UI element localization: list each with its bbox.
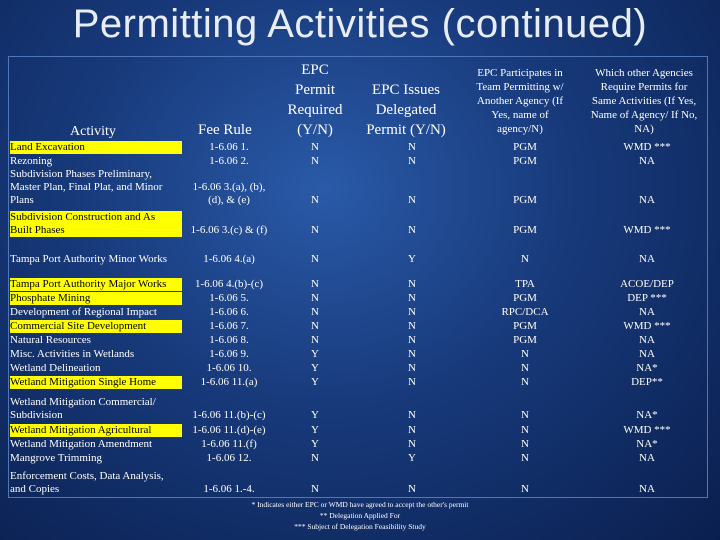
activity-cell bbox=[10, 424, 182, 437]
epc-participates-cell bbox=[466, 141, 584, 154]
epc-permit-cell-line bbox=[278, 211, 352, 224]
epc-delegated-cell-line: Y bbox=[408, 452, 416, 464]
activity-cell-line: Commercial Site Development bbox=[10, 320, 182, 333]
epc-participates-cell bbox=[466, 348, 584, 361]
epc-participates-cell-line bbox=[466, 211, 584, 224]
other-agencies-cell-line bbox=[586, 168, 708, 181]
fee-rule-cell bbox=[188, 396, 270, 422]
epc-participates-cell-line: N bbox=[521, 253, 529, 265]
epc-delegated-cell-line: N bbox=[408, 278, 416, 290]
fee-rule-cell bbox=[188, 376, 270, 389]
fee-rule-cell-line: 1-6.06 10. bbox=[206, 362, 252, 374]
epc-permit-cell-line bbox=[278, 470, 352, 483]
epc-participates-cell-line: N bbox=[521, 483, 529, 495]
fee-rule-cell bbox=[188, 141, 270, 154]
fee-rule-cell-line: 1-6.06 11.(a) bbox=[200, 376, 258, 388]
epc-participates-cell bbox=[466, 424, 584, 437]
epc-delegated-cell bbox=[362, 278, 462, 291]
epc-permit-cell-line: N bbox=[311, 278, 319, 290]
fee-rule-cell bbox=[188, 424, 270, 437]
table-row bbox=[10, 292, 708, 305]
epc-delegated-cell bbox=[362, 348, 462, 361]
epc-permit-cell bbox=[278, 253, 352, 266]
table-row bbox=[10, 396, 708, 422]
other-agencies-cell bbox=[586, 362, 708, 375]
epc-permit-cell bbox=[278, 424, 352, 437]
fee-rule-cell bbox=[188, 211, 270, 237]
epc-participates-cell-line: N bbox=[521, 409, 529, 421]
epc-delegated-cell-line: N bbox=[408, 483, 416, 495]
epc-permit-cell-line: N bbox=[311, 306, 319, 318]
footnote-line: * Indicates either EPC or WMD have agreed to accept the other's permit bbox=[251, 500, 469, 509]
activity-cell-line: Wetland Mitigation Commercial/ bbox=[10, 396, 156, 408]
other-agencies-cell bbox=[586, 320, 708, 333]
other-agencies-cell-line: NA* bbox=[636, 438, 658, 450]
epc-delegated-cell-line: N bbox=[408, 438, 416, 450]
epc-participates-cell-line: N bbox=[521, 424, 529, 436]
epc-participates-cell-line: N bbox=[521, 452, 529, 464]
fee-rule-cell bbox=[188, 278, 270, 291]
other-agencies-cell-line: DEP *** bbox=[627, 292, 667, 304]
other-agencies-cell-line: ACOE/DEP bbox=[620, 278, 674, 290]
activity-cell-line: Misc. Activities in Wetlands bbox=[10, 348, 135, 360]
activity-cell bbox=[10, 348, 182, 361]
epc-permit-cell bbox=[278, 376, 352, 389]
epc-delegated-cell bbox=[362, 424, 462, 437]
activity-cell-line: Built Phases bbox=[10, 224, 182, 237]
epc-permit-cell-line: N bbox=[311, 452, 319, 464]
fee-rule-cell-line bbox=[188, 470, 270, 483]
epc-participates-cell bbox=[466, 470, 584, 496]
epc-delegated-cell-line: N bbox=[408, 409, 416, 421]
other-agencies-cell-line: WMD *** bbox=[623, 424, 671, 436]
epc-participates-cell-line: PGM bbox=[513, 141, 537, 153]
epc-delegated-cell-line: Y bbox=[408, 253, 416, 265]
table-row bbox=[10, 362, 708, 375]
table-row bbox=[10, 334, 708, 347]
fee-rule-cell-line: 1-6.06 7. bbox=[209, 320, 249, 332]
activity-cell bbox=[10, 396, 182, 422]
header-fee-rule: Fee Rule bbox=[198, 122, 252, 138]
epc-participates-cell-line: PGM bbox=[513, 292, 537, 304]
epc-participates-cell-line: N bbox=[521, 376, 529, 388]
epc-delegated-cell-line: N bbox=[408, 292, 416, 304]
epc-permit-cell bbox=[278, 452, 352, 465]
epc-delegated-cell bbox=[362, 362, 462, 375]
other-agencies-cell-line: NA bbox=[639, 253, 655, 265]
fee-rule-cell-line: 1-6.06 4.(a) bbox=[203, 253, 255, 265]
epc-permit-cell bbox=[278, 292, 352, 305]
fee-rule-cell-line bbox=[188, 168, 270, 181]
fee-rule-cell bbox=[188, 452, 270, 465]
fee-rule-cell bbox=[188, 306, 270, 319]
epc-participates-cell bbox=[466, 362, 584, 375]
epc-permit-cell-line: Y bbox=[311, 409, 319, 421]
epc-permit-cell-line: N bbox=[311, 292, 319, 304]
fee-rule-cell-line: 1-6.06 4.(b)-(c) bbox=[194, 278, 264, 290]
table-row bbox=[10, 438, 708, 451]
epc-permit-cell-line: N bbox=[311, 334, 319, 346]
other-agencies-cell bbox=[586, 452, 708, 465]
table-row bbox=[10, 348, 708, 361]
other-agencies-cell bbox=[586, 438, 708, 451]
epc-participates-cell-line: PGM bbox=[513, 194, 537, 206]
fee-rule-cell-line: 1-6.06 6. bbox=[209, 306, 249, 318]
fee-rule-cell bbox=[188, 470, 270, 496]
activity-cell-line: Wetland Delineation bbox=[10, 362, 101, 374]
epc-delegated-cell-line: N bbox=[408, 306, 416, 318]
other-agencies-cell bbox=[586, 376, 708, 389]
other-agencies-cell-line: NA bbox=[639, 334, 655, 346]
epc-participates-cell bbox=[466, 376, 584, 389]
activity-cell-line: Rezoning bbox=[10, 155, 53, 167]
fee-rule-cell-line bbox=[188, 396, 270, 409]
epc-permit-cell bbox=[278, 320, 352, 333]
fee-rule-cell-line bbox=[188, 211, 270, 224]
fee-rule-cell-line: 1-6.06 8. bbox=[209, 334, 249, 346]
epc-permit-cell bbox=[278, 211, 352, 237]
epc-delegated-cell-line bbox=[362, 396, 462, 409]
activity-cell bbox=[10, 253, 182, 266]
activity-cell bbox=[10, 306, 182, 319]
epc-participates-cell bbox=[466, 452, 584, 465]
epc-delegated-cell bbox=[362, 306, 462, 319]
epc-participates-cell bbox=[466, 278, 584, 291]
activity-cell bbox=[10, 438, 182, 451]
activity-cell bbox=[10, 292, 182, 305]
fee-rule-cell-line: 1-6.06 12. bbox=[206, 452, 252, 464]
slide-title: Permitting Activities (continued) bbox=[72, 2, 648, 46]
epc-participates-cell bbox=[466, 438, 584, 451]
activity-cell-line: Mangrove Trimming bbox=[10, 452, 102, 464]
epc-delegated-cell-line: N bbox=[408, 224, 416, 236]
epc-delegated-cell-line: N bbox=[408, 320, 416, 332]
epc-delegated-cell bbox=[362, 334, 462, 347]
epc-permit-cell-line bbox=[278, 181, 352, 194]
epc-delegated-cell bbox=[362, 141, 462, 154]
fee-rule-cell-line: 1-6.06 9. bbox=[209, 348, 249, 360]
activity-cell bbox=[10, 362, 182, 375]
fee-rule-cell-line: (d), & (e) bbox=[208, 194, 250, 206]
epc-participates-cell-line: RPC/DCA bbox=[501, 306, 549, 318]
epc-permit-cell-line: N bbox=[311, 155, 319, 167]
epc-permit-cell bbox=[278, 155, 352, 207]
other-agencies-cell-line bbox=[586, 181, 708, 194]
epc-participates-cell-line: N bbox=[521, 362, 529, 374]
header-activity: Activity bbox=[70, 124, 116, 139]
activity-cell bbox=[10, 320, 182, 333]
epc-participates-cell bbox=[466, 396, 584, 422]
epc-delegated-cell bbox=[362, 292, 462, 305]
header-other-agencies: Which other Agencies Require Permits for Same Activities (If Yes, Name of Agency/ If No, NA) bbox=[590, 67, 698, 135]
epc-participates-cell-line bbox=[466, 470, 584, 483]
epc-delegated-cell-line: N bbox=[408, 348, 416, 360]
activity-cell-line: Enforcement Costs, Data Analysis, bbox=[10, 470, 164, 482]
table-row bbox=[10, 452, 708, 465]
table-row bbox=[10, 320, 708, 333]
activity-cell bbox=[10, 278, 182, 291]
fee-rule-cell-line: 1-6.06 5. bbox=[209, 292, 249, 304]
epc-permit-cell-line: N bbox=[311, 253, 319, 265]
epc-participates-cell-line: PGM bbox=[513, 155, 537, 167]
table-row bbox=[10, 306, 708, 319]
activity-cell bbox=[10, 211, 182, 237]
activity-cell-line: Plans bbox=[10, 194, 34, 206]
epc-permit-cell-line: N bbox=[311, 141, 319, 153]
fee-rule-cell bbox=[188, 320, 270, 333]
table-row bbox=[10, 141, 708, 154]
epc-participates-cell bbox=[466, 334, 584, 347]
epc-participates-cell-line: N bbox=[521, 348, 529, 360]
activity-cell-line: Subdivision Phases Preliminary, bbox=[10, 168, 152, 180]
epc-participates-cell bbox=[466, 320, 584, 333]
epc-participates-cell bbox=[466, 155, 584, 207]
table-row bbox=[10, 424, 708, 437]
epc-permit-cell bbox=[278, 438, 352, 451]
activity-cell-line: Wetland Mitigation Agricultural bbox=[10, 424, 182, 437]
epc-permit-cell-line bbox=[278, 168, 352, 181]
fee-rule-cell-line: 1-6.06 11.(d)-(e) bbox=[192, 424, 266, 436]
epc-permit-cell-line: Y bbox=[311, 438, 319, 450]
epc-participates-cell-line: PGM bbox=[513, 334, 537, 346]
activity-cell-line: Tampa Port Authority Minor Works bbox=[10, 253, 168, 265]
epc-participates-cell-line: TPA bbox=[515, 278, 535, 290]
epc-permit-cell bbox=[278, 470, 352, 496]
epc-delegated-cell bbox=[362, 155, 462, 207]
epc-delegated-cell-line: N bbox=[408, 362, 416, 374]
fee-rule-cell bbox=[188, 292, 270, 305]
other-agencies-cell bbox=[586, 396, 708, 422]
other-agencies-cell-line: NA* bbox=[636, 362, 658, 374]
other-agencies-cell-line: NA bbox=[639, 194, 655, 206]
fee-rule-cell-line: 1-6.06 1. bbox=[209, 141, 249, 153]
activity-cell-line: Land Excavation bbox=[10, 141, 182, 154]
epc-delegated-cell-line: N bbox=[408, 424, 416, 436]
fee-rule-cell bbox=[188, 438, 270, 451]
activity-cell-line: Master Plan, Final Plat, and Minor bbox=[10, 181, 163, 193]
other-agencies-cell bbox=[586, 141, 708, 154]
other-agencies-cell-line: NA bbox=[639, 452, 655, 464]
table-row bbox=[10, 253, 708, 266]
fee-rule-cell bbox=[188, 253, 270, 266]
activity-cell-line: Wetland Mitigation Amendment bbox=[10, 438, 153, 450]
epc-permit-cell-line bbox=[278, 396, 352, 409]
other-agencies-cell-line: NA bbox=[639, 348, 655, 360]
epc-delegated-cell-line bbox=[362, 168, 462, 181]
epc-participates-cell-line: N bbox=[521, 438, 529, 450]
header-epc-permit: EPC Permit Required (Y/N) bbox=[287, 62, 343, 138]
fee-rule-cell-line: 1-6.06 11.(f) bbox=[201, 438, 257, 450]
epc-participates-cell-line bbox=[466, 396, 584, 409]
epc-delegated-cell bbox=[362, 396, 462, 422]
other-agencies-cell-line bbox=[586, 211, 708, 224]
epc-delegated-cell-line: N bbox=[408, 141, 416, 153]
epc-permit-cell bbox=[278, 362, 352, 375]
other-agencies-cell bbox=[586, 278, 708, 291]
fee-rule-cell-line: 1-6.06 1.-4. bbox=[203, 483, 255, 495]
other-agencies-cell bbox=[586, 348, 708, 361]
activity-cell-line: Subdivision Construction and As bbox=[10, 211, 182, 224]
other-agencies-cell bbox=[586, 211, 708, 237]
epc-delegated-cell-line bbox=[362, 470, 462, 483]
other-agencies-cell-line bbox=[586, 396, 708, 409]
other-agencies-cell-line bbox=[586, 470, 708, 483]
other-agencies-cell-line: DEP** bbox=[631, 376, 663, 388]
epc-permit-cell bbox=[278, 278, 352, 291]
epc-participates-cell-line bbox=[466, 168, 584, 181]
other-agencies-cell-line: NA bbox=[639, 483, 655, 495]
epc-permit-cell-line: N bbox=[311, 224, 319, 236]
epc-participates-cell bbox=[466, 306, 584, 319]
epc-permit-cell-line: Y bbox=[311, 362, 319, 374]
epc-permit-cell bbox=[278, 396, 352, 422]
epc-permit-cell bbox=[278, 348, 352, 361]
other-agencies-cell bbox=[586, 292, 708, 305]
epc-delegated-cell bbox=[362, 320, 462, 333]
epc-delegated-cell-line bbox=[362, 181, 462, 194]
epc-permit-cell-line: Y bbox=[311, 376, 319, 388]
epc-permit-cell-line: Y bbox=[311, 424, 319, 436]
activity-cell-line: Wetland Mitigation Single Home bbox=[10, 376, 182, 389]
activity-cell-line: Development of Regional Impact bbox=[10, 306, 157, 318]
table-row bbox=[10, 155, 708, 207]
epc-delegated-cell-line: N bbox=[408, 155, 416, 167]
epc-participates-cell-line bbox=[466, 181, 584, 194]
other-agencies-cell-line: WMD *** bbox=[623, 224, 671, 236]
epc-delegated-cell bbox=[362, 376, 462, 389]
fee-rule-cell bbox=[188, 362, 270, 375]
fee-rule-cell-line: 1-6.06 3.(a), (b), bbox=[192, 181, 266, 193]
other-agencies-cell-line: NA* bbox=[636, 409, 658, 421]
epc-participates-cell-line: PGM bbox=[513, 224, 537, 236]
activity-cell-line: and Copies bbox=[10, 483, 60, 495]
activity-cell bbox=[10, 452, 182, 465]
epc-permit-cell bbox=[278, 306, 352, 319]
epc-participates-cell bbox=[466, 292, 584, 305]
fee-rule-cell bbox=[188, 155, 270, 207]
other-agencies-cell bbox=[586, 253, 708, 266]
epc-participates-cell-line: PGM bbox=[513, 320, 537, 332]
activity-cell-line: Subdivision bbox=[10, 409, 63, 421]
footnote-line: ** Delegation Applied For bbox=[319, 511, 401, 520]
header-epc-participates: EPC Participates in Team Permitting w/ Another Agency (If Yes, name of agency/N) bbox=[476, 67, 564, 135]
epc-permit-cell-line: N bbox=[311, 483, 319, 495]
epc-permit-cell-line: Y bbox=[311, 348, 319, 360]
epc-delegated-cell-line: N bbox=[408, 334, 416, 346]
epc-participates-cell bbox=[466, 253, 584, 266]
epc-delegated-cell bbox=[362, 438, 462, 451]
other-agencies-cell-line: WMD *** bbox=[623, 141, 671, 153]
epc-permit-cell-line: N bbox=[311, 320, 319, 332]
epc-delegated-cell-line: N bbox=[408, 194, 416, 206]
fee-rule-cell-line: 1-6.06 3.(c) & (f) bbox=[190, 224, 268, 236]
other-agencies-cell-line: WMD *** bbox=[623, 320, 671, 332]
epc-delegated-cell bbox=[362, 253, 462, 266]
activity-cell-line: Phosphate Mining bbox=[10, 292, 182, 305]
other-agencies-cell-line: NA bbox=[639, 155, 655, 167]
epc-delegated-cell bbox=[362, 452, 462, 465]
table-row bbox=[10, 211, 708, 237]
activity-cell-line: Tampa Port Authority Major Works bbox=[10, 278, 182, 291]
activity-cell bbox=[10, 141, 182, 154]
other-agencies-cell bbox=[586, 334, 708, 347]
table-row bbox=[10, 470, 708, 496]
fee-rule-cell bbox=[188, 348, 270, 361]
epc-permit-cell-line: N bbox=[311, 194, 319, 206]
epc-participates-cell bbox=[466, 211, 584, 237]
epc-delegated-cell bbox=[362, 211, 462, 237]
footnote-line: *** Subject of Delegation Feasibility Study bbox=[294, 522, 426, 531]
activity-cell bbox=[10, 376, 182, 389]
other-agencies-cell-line: NA bbox=[639, 306, 655, 318]
epc-delegated-cell-line bbox=[362, 211, 462, 224]
epc-delegated-cell bbox=[362, 470, 462, 496]
header-epc-issues: EPC Issues Delegated Permit (Y/N) bbox=[366, 82, 446, 138]
other-agencies-cell bbox=[586, 424, 708, 437]
table-row bbox=[10, 376, 708, 389]
other-agencies-cell bbox=[586, 470, 708, 496]
activity-cell bbox=[10, 334, 182, 347]
fee-rule-cell bbox=[188, 334, 270, 347]
activity-cell bbox=[10, 470, 182, 496]
activity-cell bbox=[10, 155, 182, 207]
other-agencies-cell bbox=[586, 155, 708, 207]
table-row bbox=[10, 278, 708, 291]
fee-rule-cell-line: 1-6.06 11.(b)-(c) bbox=[192, 409, 266, 421]
epc-permit-cell bbox=[278, 334, 352, 347]
fee-rule-cell-line: 1-6.06 2. bbox=[209, 155, 249, 167]
epc-permit-cell bbox=[278, 141, 352, 154]
epc-delegated-cell-line: N bbox=[408, 376, 416, 388]
activity-cell-line: Natural Resources bbox=[10, 334, 91, 346]
other-agencies-cell bbox=[586, 306, 708, 319]
